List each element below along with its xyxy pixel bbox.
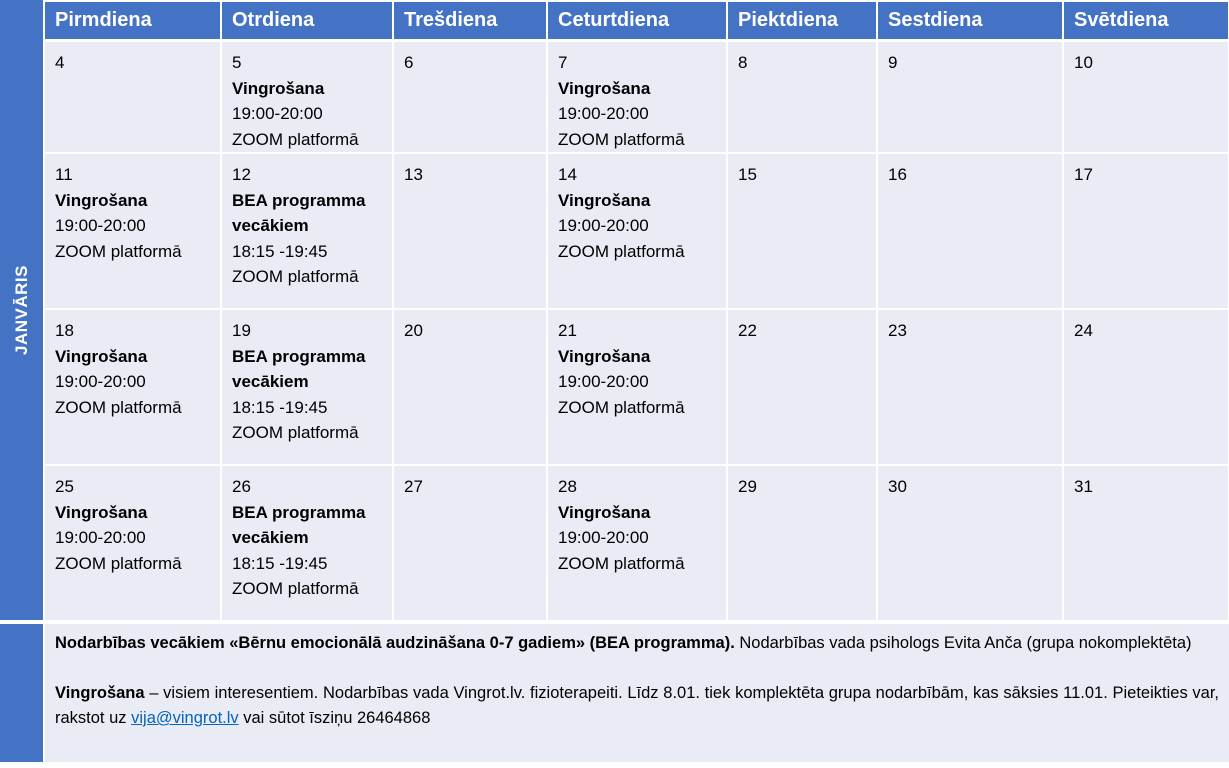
day-number: 30 xyxy=(888,477,907,496)
day-cell xyxy=(877,309,1063,465)
event-place: ZOOM platformā xyxy=(558,553,685,573)
day-number: 10 xyxy=(1074,53,1093,72)
week-row xyxy=(45,309,1229,465)
event-place: ZOOM platformā xyxy=(232,423,359,442)
day-number: 7 xyxy=(558,53,568,72)
day-cell xyxy=(727,41,877,154)
week-row xyxy=(45,41,1229,154)
event-time: 19:00-20:00 xyxy=(232,104,323,123)
calendar-table xyxy=(45,2,1229,622)
day-number: 22 xyxy=(738,321,757,340)
vingrosana-note xyxy=(55,681,1219,731)
day-number: 28 xyxy=(558,477,577,496)
day-number: 24 xyxy=(1074,321,1093,340)
day-cell xyxy=(727,309,877,465)
day-number: 27 xyxy=(404,477,423,496)
vingrosana-note-text: – visiem interesentiem. Nodarbības vada Vingrot.lv. fizioterapeiti. Līdz 8.01. tiek komplektēta grupa nodarbībām, kas sāksies 11.01. Pieteikties var, rakstot uz xyxy=(55,684,1219,727)
event-place: ZOOM platformā xyxy=(55,397,182,417)
month-label: JANVĀRIS xyxy=(11,265,31,355)
event-title: Vingrošana xyxy=(232,78,325,98)
week-row xyxy=(45,465,1229,621)
day-cell xyxy=(1063,465,1229,621)
day-number: 8 xyxy=(738,53,748,72)
day-number: 26 xyxy=(232,477,251,496)
day-cell xyxy=(45,465,221,621)
day-number: 25 xyxy=(55,477,74,496)
bea-note xyxy=(55,631,1219,656)
event-title: Vingrošana xyxy=(558,346,651,366)
day-cell xyxy=(877,465,1063,621)
event-time: 19:00-20:00 xyxy=(558,528,649,547)
day-number: 20 xyxy=(404,321,423,340)
notes-sidebar xyxy=(0,624,43,762)
day-cell xyxy=(45,309,221,465)
day-cell xyxy=(221,41,393,154)
day-cell xyxy=(1063,153,1229,309)
day-number: 4 xyxy=(55,53,65,72)
weekday-header: Trešdiena xyxy=(393,2,547,41)
event-title: Vingrošana xyxy=(558,502,651,522)
day-cell xyxy=(393,41,547,154)
day-number: 18 xyxy=(55,321,74,340)
weekday-header: Sestdiena xyxy=(877,2,1063,41)
email-link[interactable]: vija@vingrot.lv xyxy=(131,709,239,727)
event-time: 18:15 -19:45 xyxy=(232,241,328,261)
month-sidebar xyxy=(0,0,43,620)
weekday-header-row xyxy=(45,2,1229,41)
event-time: 19:00-20:00 xyxy=(55,372,146,391)
day-number: 15 xyxy=(738,165,757,184)
day-cell xyxy=(221,153,393,309)
event-time: 18:15 -19:45 xyxy=(232,397,328,417)
day-cell xyxy=(393,309,547,465)
event-place: ZOOM platformā xyxy=(558,241,685,261)
event-title: Vingrošana xyxy=(55,346,148,366)
event-title: BEA programma vecākiem xyxy=(232,502,366,547)
vingrosana-note-title: Vingrošana xyxy=(55,684,145,702)
day-number: 17 xyxy=(1074,165,1093,184)
event-place: ZOOM platformā xyxy=(232,129,359,149)
event-place: ZOOM platformā xyxy=(55,553,182,573)
bea-note-text: Nodarbības vada psihologs Evita Anča (grupa nokomplektēta) xyxy=(734,634,1192,652)
day-cell xyxy=(727,153,877,309)
week-row xyxy=(45,153,1229,309)
event-time: 19:00-20:00 xyxy=(55,528,146,547)
weekday-header: Svētdiena xyxy=(1063,2,1229,41)
day-number: 9 xyxy=(888,53,898,72)
event-title: BEA programma vecākiem xyxy=(232,190,366,235)
event-time: 19:00-20:00 xyxy=(558,372,649,391)
event-place: ZOOM platformā xyxy=(232,579,359,598)
weekday-header: Otrdiena xyxy=(221,2,393,41)
event-title: Vingrošana xyxy=(558,190,651,210)
event-title: BEA programma vecākiem xyxy=(232,346,366,391)
day-cell xyxy=(221,465,393,621)
day-number: 16 xyxy=(888,165,907,184)
day-cell xyxy=(727,465,877,621)
event-place: ZOOM platformā xyxy=(55,241,182,261)
day-cell xyxy=(1063,309,1229,465)
day-number: 19 xyxy=(232,321,251,340)
event-time: 18:15 -19:45 xyxy=(232,553,328,573)
vingrosana-note-tail: vai sūtot īsziņu 26464868 xyxy=(238,709,431,727)
day-cell xyxy=(547,153,727,309)
day-number: 31 xyxy=(1074,477,1093,496)
event-time: 19:00-20:00 xyxy=(558,216,649,235)
bea-note-title: Nodarbības vecākiem «Bērnu emocionālā audzināšana 0-7 gadiem» (BEA programma). xyxy=(55,634,735,652)
day-number: 21 xyxy=(558,321,577,340)
day-number: 11 xyxy=(55,165,73,184)
day-cell xyxy=(547,309,727,465)
day-cell xyxy=(1063,41,1229,154)
event-title: Vingrošana xyxy=(55,502,148,522)
notes-panel xyxy=(45,624,1229,762)
day-cell xyxy=(45,153,221,309)
day-cell xyxy=(877,41,1063,154)
weekday-header: Piektdiena xyxy=(727,2,877,41)
day-number: 14 xyxy=(558,165,577,184)
day-number: 13 xyxy=(404,165,423,184)
day-cell xyxy=(877,153,1063,309)
event-place: ZOOM platformā xyxy=(232,267,359,286)
event-title: Vingrošana xyxy=(558,78,651,98)
day-number: 12 xyxy=(232,165,251,184)
day-number: 6 xyxy=(404,53,414,72)
event-title: Vingrošana xyxy=(55,190,148,210)
event-place: ZOOM platformā xyxy=(558,397,685,417)
weekday-header: Ceturtdiena xyxy=(547,2,727,41)
day-cell xyxy=(547,465,727,621)
event-place: ZOOM platformā xyxy=(558,129,685,149)
day-cell xyxy=(393,153,547,309)
event-time: 19:00-20:00 xyxy=(55,216,146,235)
day-number: 5 xyxy=(232,53,242,72)
day-cell xyxy=(221,309,393,465)
day-cell xyxy=(547,41,727,154)
day-cell xyxy=(45,41,221,154)
day-cell xyxy=(393,465,547,621)
day-number: 29 xyxy=(738,477,757,496)
weekday-header: Pirmdiena xyxy=(45,2,221,41)
day-number: 23 xyxy=(888,321,907,340)
event-time: 19:00-20:00 xyxy=(558,104,649,123)
